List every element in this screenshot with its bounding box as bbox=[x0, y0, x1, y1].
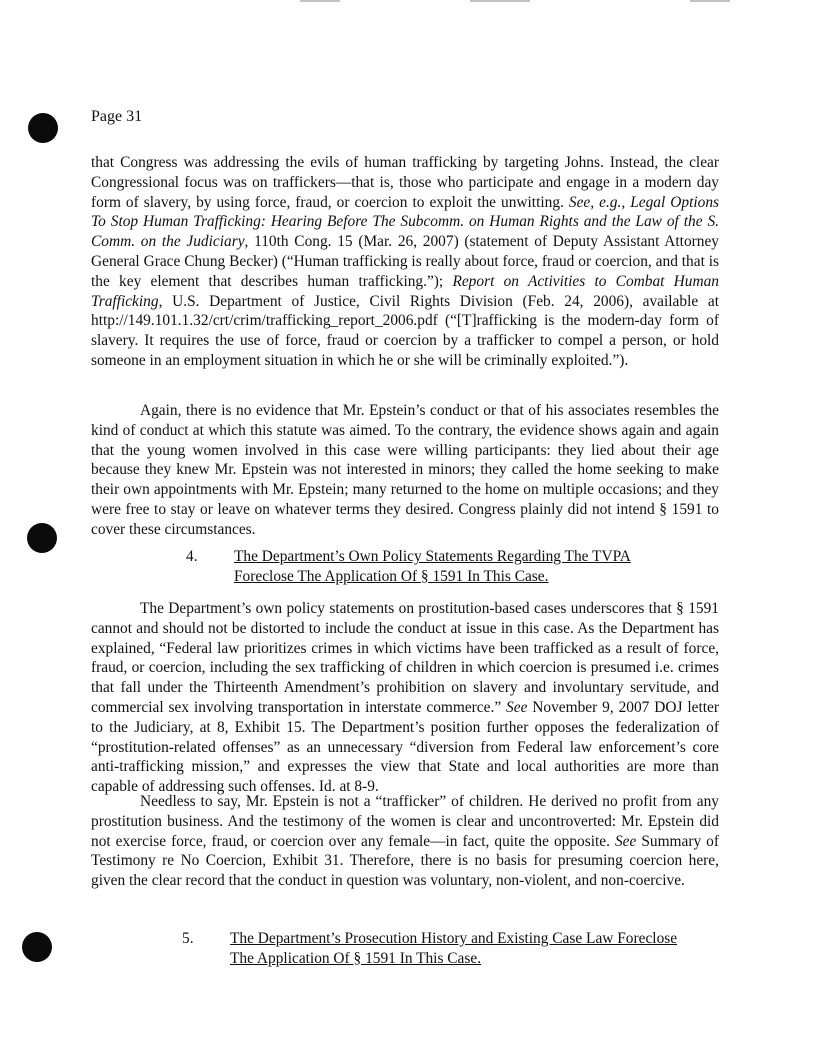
p1-text-c: , 110th Cong. 15 (Mar. 26, 2007) (statement of Deputy Assistant Attorney General Grace Chung Becker) (“Human trafficking is really about force, fraud or coercion, and that is the key element that describes human trafficking.”); bbox=[91, 233, 719, 290]
p3-text-c: November 9, 2007 DOJ letter to the Judiciary, at 8, Exhibit 15. The Department’s position further opposes the federalization of “prostitution-related offenses” as an unnecessary “diversion from Federal law enforcement’s core anti-trafficking mission,” and expresses the view that State and local authorities are more than capable of addressing such offenses. Id. at 8-9. bbox=[91, 698, 719, 796]
p1-citation-hearing: See, e.g., Legal Options To Stop Human Trafficking: Hearing Before The Subcomm. on Human Rights and the Law of the S. Comm. on the Judiciary bbox=[91, 193, 720, 251]
p1-citation-report: Report on Activities to Combat Human Trafficking bbox=[91, 272, 719, 310]
section-title-line-2: The Application Of § 1591 In This Case. bbox=[230, 949, 482, 967]
p3-text-a: The Department’s own policy statements on prostitution-based cases underscores that § 1591 cannot and should not be distorted to include the conduct at issue in this case. As the Department has explained, “Federal law prioritizes crimes in which victims have been trafficked as a result of force, fraud, or coercion, including the sex trafficking of children in which coercion is presumed i.e. crimes that fall under the Thirteenth Amendment’s prohibition on slavery and involuntary servitude, and commercial sex involving transportation in interstate commerce.” bbox=[91, 600, 719, 716]
paragraph-department-policy bbox=[91, 599, 719, 797]
section-title-line-1: The Department’s Prosecution History and Existing Case Law Foreclose bbox=[230, 930, 678, 947]
p3-see: See bbox=[506, 698, 528, 716]
section-title-line-2: Foreclose The Application Of § 1591 In This Case. bbox=[234, 567, 549, 585]
punch-hole-top bbox=[28, 113, 58, 143]
p4-text-a: Needless to say, Mr. Epstein is not a “trafficker” of children. He derived no profit from any prostitution business. And the testimony of the women is clear and uncontroverted: Mr. Epstein did not exercise force, fraud, or coercion over any female—in fact, quite the opposite. bbox=[91, 793, 719, 850]
section-number: 4. bbox=[186, 548, 198, 565]
paragraph-continuation bbox=[91, 153, 719, 371]
p4-see: See bbox=[614, 832, 637, 850]
section-number: 5. bbox=[182, 930, 194, 947]
p1-text-e: , U.S. Department of Justice, Civil Rights Division (Feb. 24, 2006), available at http://149.101.1.32/crt/crim/trafficking_report_2006.pdf (“[T]rafficking is the modern-day form of slavery. It requires the use of force, fraud or coercion by a trafficker to compel a person, or hold someone in an employment situation in which he or she will be criminally exploited.”). bbox=[91, 292, 719, 369]
section-title bbox=[234, 547, 631, 587]
paragraph-not-trafficker bbox=[91, 792, 719, 891]
section-title bbox=[230, 929, 677, 969]
p4-text-c: Summary of Testimony re No Coercion, Exhibit 31. Therefore, there is no basis for presuming coercion here, given the clear record that the conduct in question was voluntary, non-violent, and non-coercive. bbox=[91, 832, 719, 890]
p1-text-a: that Congress was addressing the evils of human trafficking by targeting Johns. Instead, the clear Congressional focus was on traffickers—that is, those who participate and engage in a modern day form of slavery, by using force, fraud, or coercion to exploit the unwitting. bbox=[91, 154, 719, 211]
punch-hole-bottom bbox=[22, 932, 52, 962]
punch-hole-middle bbox=[27, 523, 57, 553]
paragraph-no-evidence: Again, there is no evidence that Mr. Epstein’s conduct or that of his associates resembles the kind of conduct at which this statute was aimed. To the contrary, the evidence shows again and again that the young women involved in this case were willing participants: they lied about their age because they knew Mr. Epstein was not interested in minors; they called the home seeking to make their own appointments with Mr. Epstein; many returned to the home on multiple occasions; and they were free to stay or leave on whatever terms they desired. Congress plainly did not intend § 1591 to cover these circumstances. bbox=[91, 402, 719, 538]
scan-edge-marks bbox=[0, 0, 820, 6]
page-number: Page 31 bbox=[91, 108, 143, 125]
section-title-line-1: The Department’s Own Policy Statements Regarding The TVPA bbox=[234, 548, 631, 565]
